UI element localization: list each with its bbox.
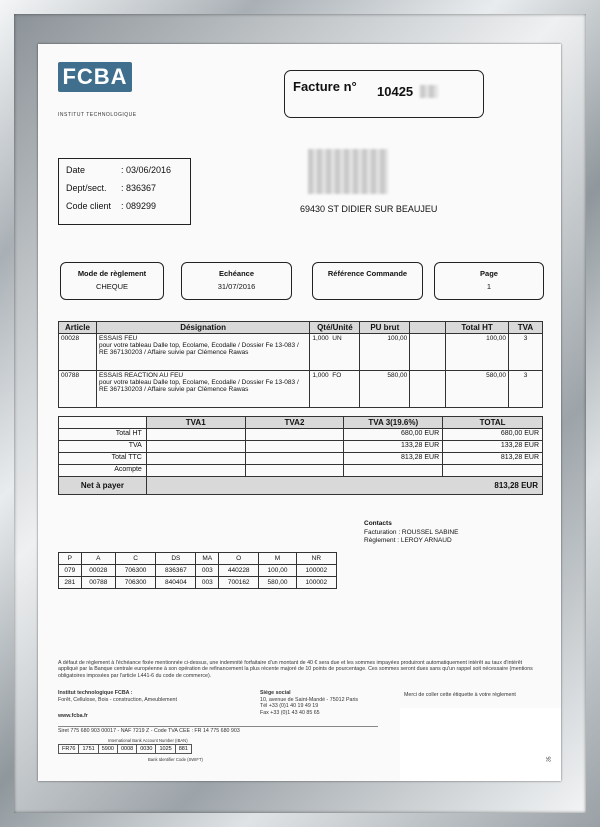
page-value: 1 — [486, 282, 492, 291]
tva-code: 3 — [509, 371, 543, 408]
col-nr: NR — [296, 553, 336, 565]
table-row — [59, 441, 543, 453]
iban-part: 5900 — [98, 745, 117, 754]
website-link[interactable]: www.fcba.fr — [58, 713, 88, 719]
qty-value: 1,000 — [312, 335, 329, 342]
tva-code: 3 — [509, 334, 543, 371]
tva1-cell — [146, 453, 245, 465]
row-label: TVA — [59, 441, 147, 453]
col-m: M — [259, 553, 296, 565]
col-c: C — [115, 553, 155, 565]
col-designation: Désignation — [96, 322, 309, 334]
iban-part: 0008 — [117, 745, 136, 754]
row-label: Total HT — [59, 429, 147, 441]
col-blank — [410, 322, 446, 334]
invoice-label: Facture n° — [293, 79, 357, 94]
col-ma: MA — [196, 553, 219, 565]
net-to-pay-label: Net à payer — [59, 477, 147, 495]
invoice-info-box — [58, 158, 191, 225]
contacts-title: Contacts — [364, 520, 392, 527]
designation — [96, 334, 309, 371]
invoice-number-box — [284, 70, 484, 118]
address-city: 69430 ST DIDIER SUR BEAUJEU — [300, 204, 438, 214]
iban-part: 881 — [175, 745, 191, 754]
iban-part: 0030 — [137, 745, 156, 754]
code-cell: 580,00 — [259, 577, 296, 589]
footer-head-office — [260, 690, 390, 716]
date-label: Date — [66, 165, 86, 175]
invoice-page — [38, 44, 561, 781]
order-reference-label: Référence Commande — [327, 269, 408, 278]
blank-cell — [410, 371, 446, 408]
code-cell: 100002 — [296, 565, 336, 577]
table-row — [59, 429, 543, 441]
code-cell: 00028 — [81, 565, 115, 577]
code-cell: 003 — [196, 577, 219, 589]
iban-part: 1025 — [156, 745, 175, 754]
line-items-header — [59, 322, 543, 334]
total-ht: 580,00 — [446, 371, 509, 408]
code-cell: 100002 — [296, 577, 336, 589]
iban-row — [59, 745, 192, 754]
article-code: 00028 — [59, 334, 97, 371]
col-o: O — [219, 553, 259, 565]
row-label: Total TTC — [59, 453, 147, 465]
contacts-block — [364, 520, 458, 546]
siege-address: 10, avenue de Saint-Mandé - 75012 Paris — [260, 696, 359, 703]
tva2-cell — [245, 429, 344, 441]
iban-part: FR76 — [59, 745, 79, 754]
tva1-cell — [146, 429, 245, 441]
col-unit-price: PU brut — [360, 322, 410, 334]
table-row — [59, 465, 543, 477]
dept-value: : 836367 — [121, 183, 157, 193]
contact-payment: Règlement : LEROY ARNAUD — [364, 537, 452, 544]
footer-org — [58, 690, 248, 720]
redaction-blur — [420, 85, 438, 98]
quantity — [310, 371, 360, 408]
accounting-codes-table — [58, 552, 337, 589]
page-box — [434, 262, 544, 300]
table-row — [59, 453, 543, 465]
qty-unit: FO — [332, 372, 342, 379]
article-code: 00788 — [59, 371, 97, 408]
total-cell: 680,00 EUR — [443, 429, 543, 441]
siege-fax: Fax +33 (0)1 43 40 85 65 — [260, 709, 320, 716]
tva1-cell — [146, 465, 245, 477]
col-p: P — [59, 553, 82, 565]
qty-value: 1,000 — [312, 372, 329, 379]
total-cell: 133,28 EUR — [443, 441, 543, 453]
tva3-cell: 813,28 EUR — [344, 453, 443, 465]
code-cell: 100,00 — [259, 565, 296, 577]
org-title: Institut technologique FCBA : — [58, 690, 133, 696]
unit-price: 580,00 — [360, 371, 410, 408]
code-cell: 281 — [59, 577, 82, 589]
code-cell: 00788 — [81, 577, 115, 589]
qty-unit: UN — [332, 335, 342, 342]
bic-label: Bank Identifier Code (SWIFT) — [148, 757, 203, 762]
late-payment-notice: A défaut de règlement à l'échéance fixée mentionnée ci-dessus, une indemnité forfaitaire d'un montant de 40 € sera due et les sommes impayées produiront automatiquement intérêt au taux d'intérêt appliqué par la Banque centrale européenne à son opération de refinancement la plus récente majoré de 10 points de pourcentage. Ces sommes seront dues sans qu'un rappel soit nécessaire (mentions obligatoires imposées par l'article L441-6 du code de commerce). — [58, 660, 533, 679]
tva2-cell — [245, 453, 344, 465]
code-cell: 836367 — [156, 565, 196, 577]
iban-table — [58, 744, 192, 754]
code-cell: 706300 — [115, 577, 155, 589]
col-article: Article — [59, 322, 97, 334]
contact-billing: Facturation : ROUSSEL SABINE — [364, 528, 459, 536]
date-value: : 03/06/2016 — [121, 165, 172, 175]
line-items-table — [58, 321, 543, 408]
page-mark: 35 — [546, 756, 553, 763]
col-a: A — [81, 553, 115, 565]
fcba-logo: FCBA — [58, 62, 132, 92]
designation-title: ESSAIS FEU — [98, 335, 138, 342]
siege-title: Siège social — [260, 690, 291, 696]
address-redaction — [308, 149, 388, 194]
col-total-ht: Total HT — [446, 322, 509, 334]
client-code-value: : 089299 — [121, 201, 157, 211]
code-cell: 840404 — [156, 577, 196, 589]
org-desc: Forêt, Cellulose, Bois - construction, Ameublement — [58, 696, 177, 703]
designation-title: ESSAIS REACTION AU FEU — [98, 372, 184, 379]
siege-tel: Tél +33 (0)1 40 19 49 19 — [260, 703, 319, 709]
payment-mode-value: CHEQUE — [95, 282, 129, 291]
invoice-number: 10425 — [377, 84, 414, 99]
table-row — [59, 565, 337, 577]
table-row — [59, 371, 543, 408]
iban-part: 1751 — [79, 745, 98, 754]
due-date-value: 31/07/2016 — [217, 282, 256, 291]
total-cell — [443, 465, 543, 477]
row-label: Acompte — [59, 465, 147, 477]
col-total: TOTAL — [443, 417, 543, 429]
tva3-cell: 133,28 EUR — [344, 441, 443, 453]
siret-line: Siret 775 680 903 00017 - NAF 7219 Z - Code TVA CEE : FR 14 775 680 903 — [58, 726, 378, 735]
totals-header — [59, 417, 543, 429]
codes-header — [59, 553, 337, 565]
net-to-pay-value: 813,28 EUR — [146, 477, 542, 495]
col-tva: TVA — [509, 322, 543, 334]
logo-subtitle: INSTITUT TECHNOLOGIQUE — [58, 112, 137, 118]
iban-label: International Bank Account Number (IBAN) — [108, 738, 188, 743]
col-tva1: TVA1 — [146, 417, 245, 429]
designation-desc: pour votre tableau Dalle top, Ecolame, Ecodalle / Dossier Fe 13-083 / RE 367130203 / Affaire suivie par Clémence Rawas — [98, 342, 299, 356]
blank-cell — [410, 334, 446, 371]
totals-table — [58, 416, 543, 495]
due-date-box — [181, 262, 292, 300]
tva1-cell — [146, 441, 245, 453]
col-tva3: TVA 3(19.6%) — [344, 417, 443, 429]
dept-label: Dept/sect. — [66, 183, 107, 193]
tva2-cell — [245, 441, 344, 453]
code-cell: 003 — [196, 565, 219, 577]
stub-note: Merci de coller cette étiquette à votre règlement — [404, 692, 516, 698]
total-cell: 813,28 EUR — [443, 453, 543, 465]
payment-mode-box — [60, 262, 164, 300]
quantity — [310, 334, 360, 371]
code-cell: 440228 — [219, 565, 259, 577]
col-tva2: TVA2 — [245, 417, 344, 429]
table-row — [59, 334, 543, 371]
code-cell: 079 — [59, 565, 82, 577]
code-cell: 700162 — [219, 577, 259, 589]
table-row — [59, 577, 337, 589]
code-cell: 706300 — [115, 565, 155, 577]
designation — [96, 371, 309, 408]
tva3-cell — [344, 465, 443, 477]
tva2-cell — [245, 465, 344, 477]
payment-stub-area — [400, 708, 561, 781]
unit-price: 100,00 — [360, 334, 410, 371]
payment-mode-label: Mode de règlement — [77, 269, 147, 278]
col-ds: DS — [156, 553, 196, 565]
page-label: Page — [480, 269, 498, 278]
tva3-cell: 680,00 EUR — [344, 429, 443, 441]
blank-cell — [59, 417, 147, 429]
col-qty: Qté/Unité — [310, 322, 360, 334]
net-to-pay-row — [59, 477, 543, 495]
total-ht: 100,00 — [446, 334, 509, 371]
designation-desc: pour votre tableau Dalle top, Ecolame, Ecodalle / Dossier Fe 13-083 / RE 367130203 / Affaire suivie par Clémence Rawas — [98, 379, 299, 393]
order-reference-box — [312, 262, 423, 300]
client-code-label: Code client — [66, 201, 112, 211]
due-date-label: Echéance — [218, 269, 255, 278]
